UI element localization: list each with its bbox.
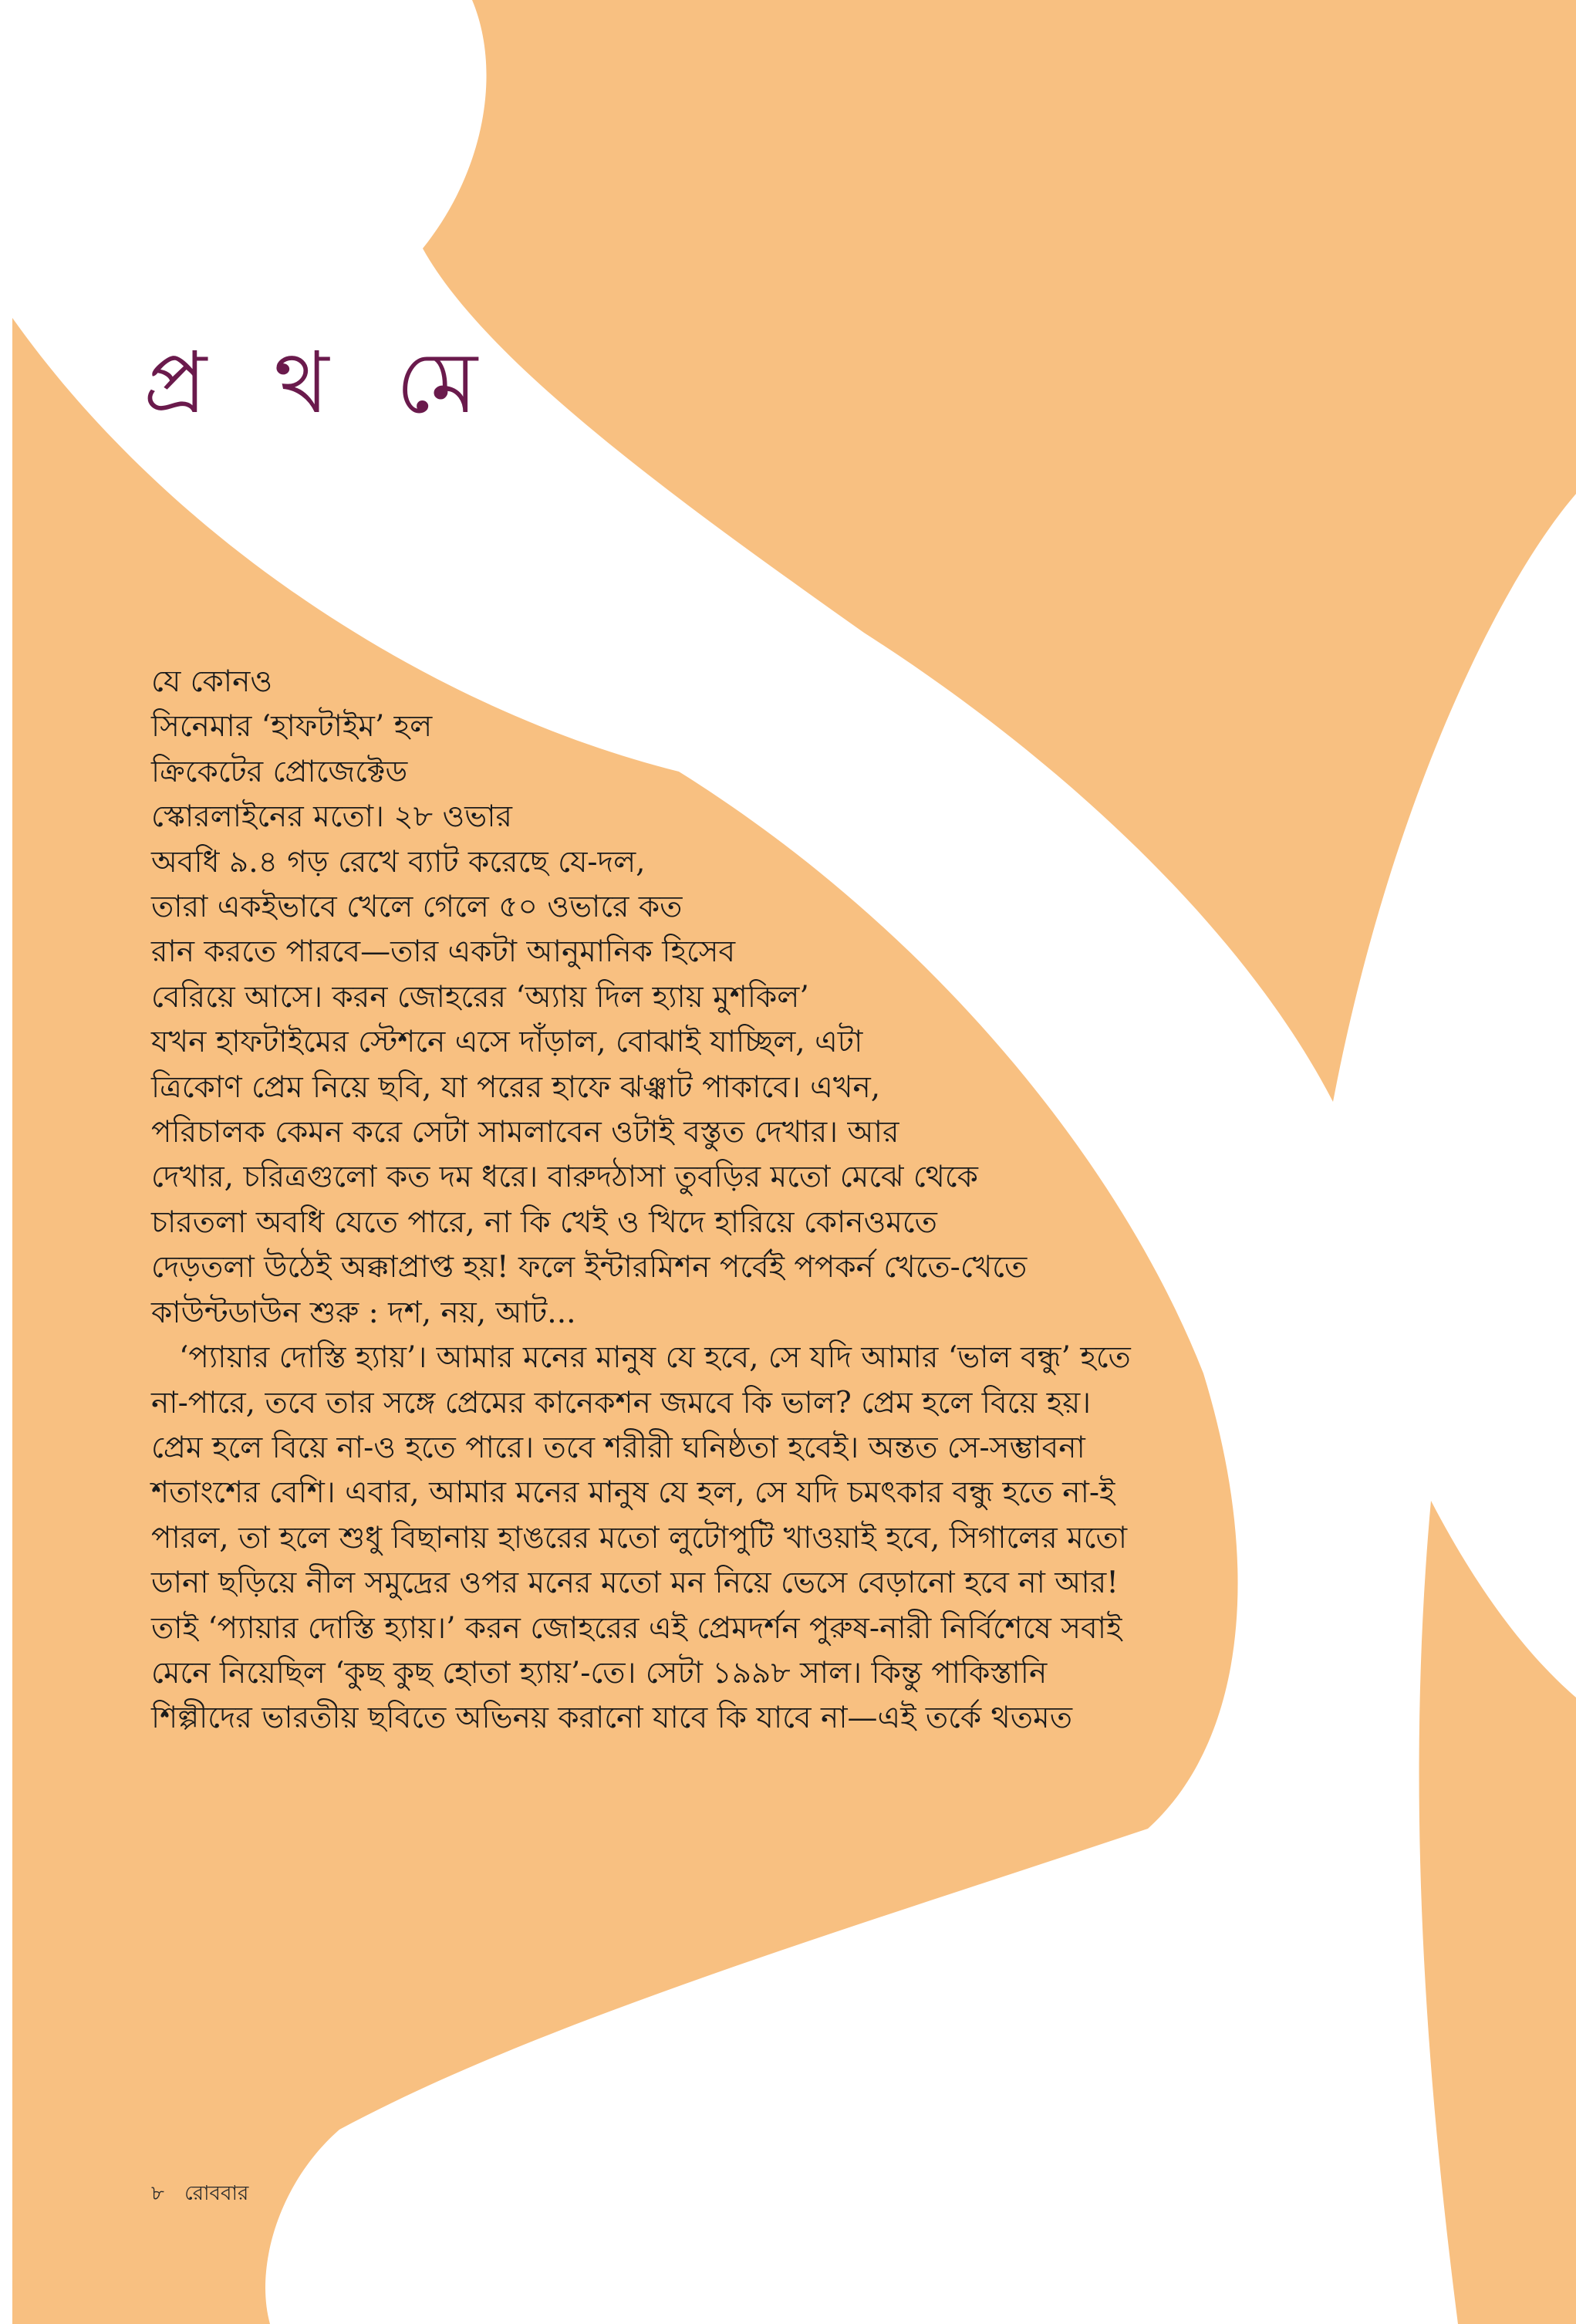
page-footer: [151, 2180, 248, 2207]
body-line: ডানা ছড়িয়ে নীল সমুদ্রের ওপর মনের মতো মন নিয়ে ভেসে বেড়ানো হবে না আর!: [151, 1566, 1119, 1601]
body-line: তাই ‘প্যায়ার দোস্তি হ্যায়।’ করন জোহরের এই প্রেমদর্শন পুরুষ-নারী নির্বিশেষে সবাই: [151, 1610, 1122, 1646]
body-line: চারতলা অবধি যেতে পারে, না কি খেই ও খিদে হারিয়ে কোনওমতে: [151, 1204, 937, 1240]
body-line: দেড়তলা উঠেই অক্কাপ্রাপ্ত হয়! ফলে ইন্টারমিশন পর্বেই পপকর্ন খেতে-খেতে: [151, 1250, 1028, 1285]
body-line: রান করতে পারবে—তার একটা আনুমানিক হিসেব: [151, 934, 736, 970]
page-number: ৮: [151, 2182, 164, 2205]
body-line: বেরিয়ে আসে। করন জোহরের ‘অ্যায় দিল হ্যায় মুশকিল’: [151, 979, 809, 1015]
body-line: যে কোনও: [151, 664, 273, 699]
body-line: স্কোরলাইনের মতো। ২৮ ওভার: [151, 799, 512, 835]
page-heading: প্র থ মে: [143, 333, 498, 432]
body-line: প্রেম হলে বিয়ে না-ও হতে পারে। তবে শরীরী ঘনিষ্ঠতা হবেই। অন্তত সে-সম্ভাবনা: [151, 1430, 1085, 1465]
body-line: যখন হাফটাইমের স্টেশনে এসে দাঁড়াল, বোঝাই যাচ্ছিল, এটা: [151, 1025, 863, 1060]
body-line: তারা একইভাবে খেলে গেলে ৫০ ওভারে কত: [151, 890, 683, 925]
body-line: কাউন্টডাউন শুরু : দশ, নয়, আট...: [151, 1295, 576, 1330]
paragraph-start-line: ‘প্যায়ার দোস্তি হ্যায়’। আমার মনের মানুষ যে হবে, সে যদি আমার ‘ভাল বন্ধু’ হতে: [179, 1340, 1131, 1376]
body-line: ক্রিকেটের প্রোজেক্টেড: [151, 754, 408, 789]
body-line: পরিচালক কেমন করে সেটা সামলাবেন ওটাই বস্তুত দেখার। আর: [151, 1115, 899, 1150]
body-line: দেখার, চরিত্রগুলো কত দম ধরে। বারুদঠাসা তুবড়ির মতো মেঝে থেকে: [151, 1160, 978, 1195]
body-line: সিনেমার ‘হাফটাইম’ হল: [151, 709, 433, 745]
body-line: পারল, তা হলে শুধু বিছানায় হাঙরের মতো লুটোপুটি খাওয়াই হবে, সিগালের মতো: [151, 1520, 1128, 1556]
body-line: মেনে নিয়েছিল ‘কুছ কুছ হোতা হ্যায়’-তে। সেটা ১৯৯৮ সাল। কিন্তু পাকিস্তানি: [151, 1655, 1048, 1691]
body-line: ত্রিকোণ প্রেম নিয়ে ছবি, যা পরের হাফে ঝঞ্ঝাট পাকাবে। এখন,: [151, 1069, 881, 1105]
body-line: শতাংশের বেশি। এবার, আমার মনের মানুষ যে হল, সে যদি চমৎকার বন্ধু হতে না-ই: [151, 1475, 1115, 1511]
body-line: না-পারে, তবে তার সঙ্গে প্রেমের কানেকশন জমবে কি ভাল? প্রেম হলে বিয়ে হয়।: [151, 1385, 1092, 1420]
publication-name: রোববার: [184, 2182, 249, 2205]
body-line: অবধি ৯.৪ গড় রেখে ব্যাট করেছে যে-দল,: [151, 844, 646, 880]
body-line: শিল্পীদের ভারতীয় ছবিতে অভিনয় করানো যাবে কি যাবে না—এই তর্কে থতমত: [151, 1701, 1072, 1736]
article-body: [151, 660, 1308, 1741]
